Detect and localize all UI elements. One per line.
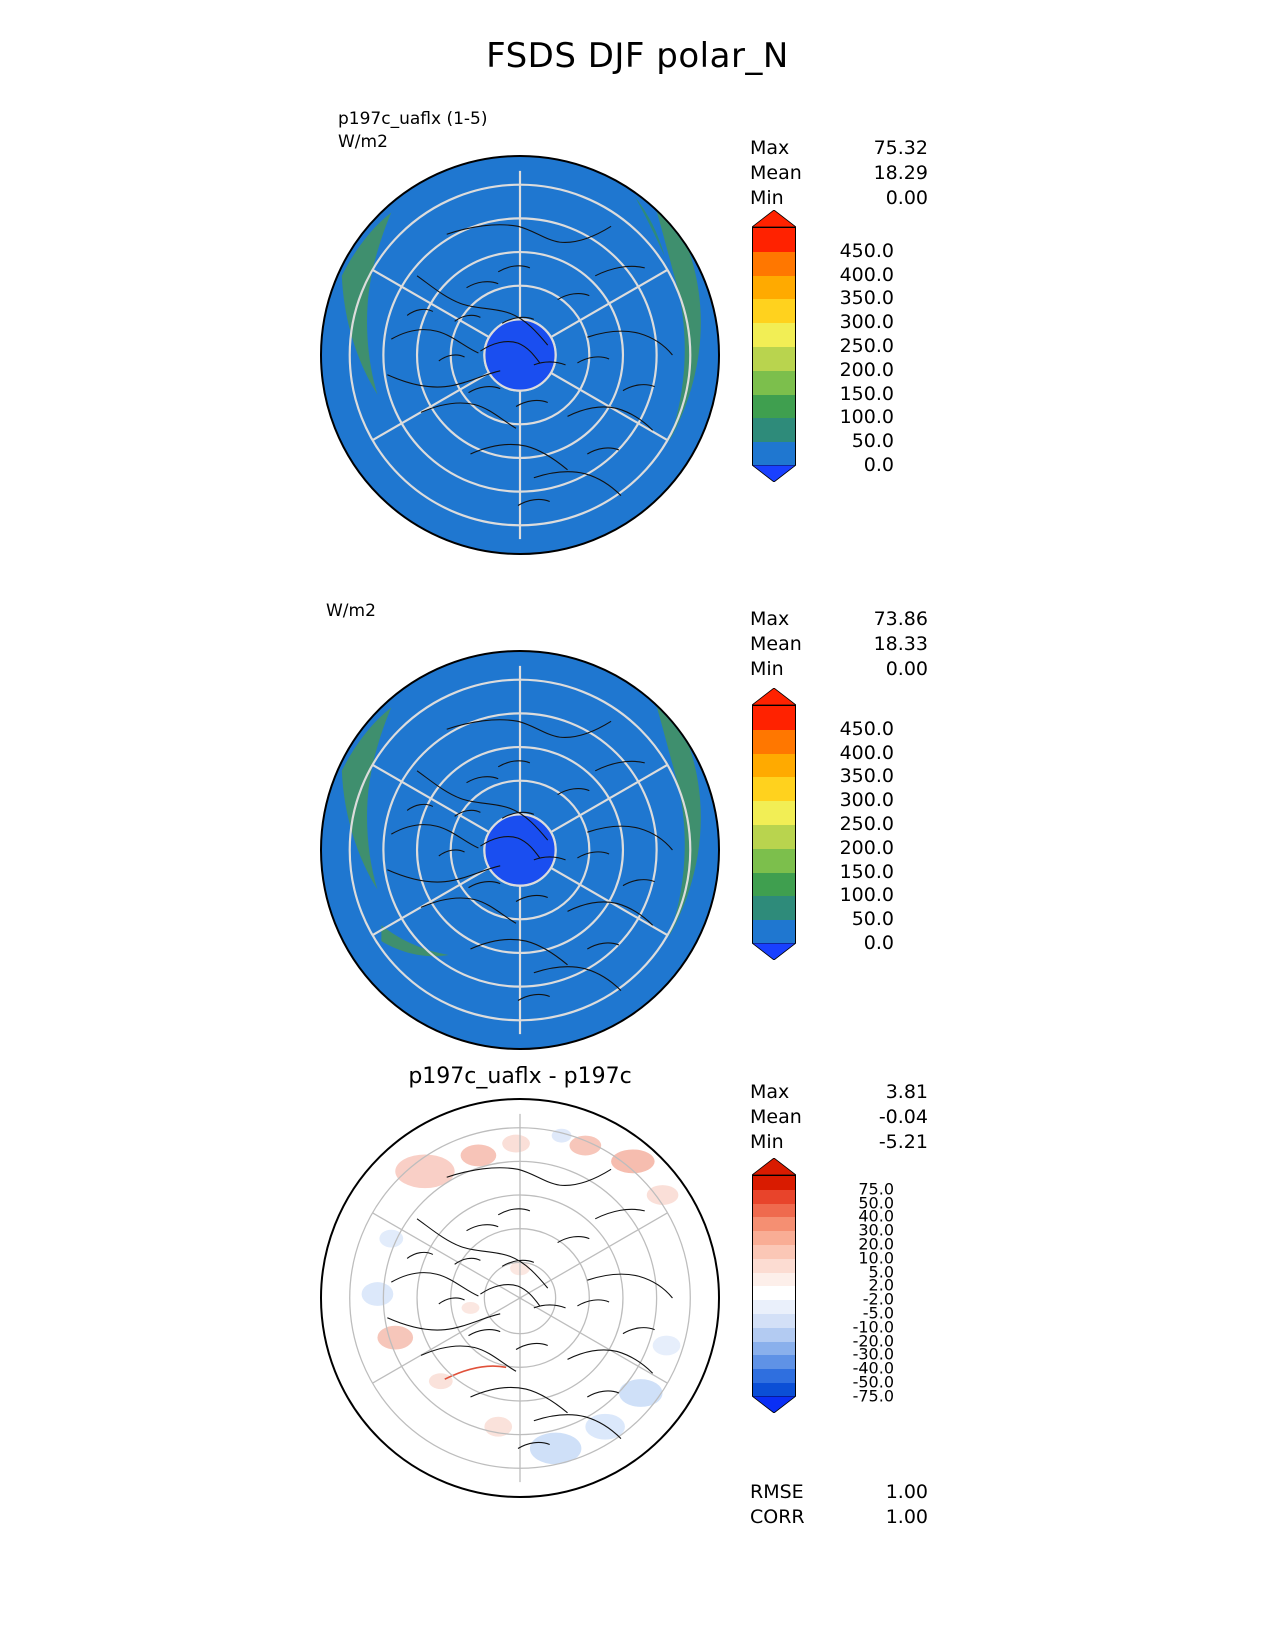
colorbar-tick: 40.0 bbox=[858, 1206, 894, 1226]
colorbar-tick: 350.0 bbox=[839, 287, 894, 310]
colorbar-tick: 250.0 bbox=[839, 813, 894, 835]
stat-row bbox=[750, 657, 928, 682]
stat-value: 0.00 bbox=[885, 187, 928, 209]
colorbar-tick: 100.0 bbox=[839, 884, 894, 907]
colorbar-tick: -30.0 bbox=[852, 1344, 894, 1364]
page-title: FSDS DJF polar_N bbox=[486, 36, 789, 76]
colorbar-gradient-middle bbox=[752, 705, 796, 943]
footer-stats-bottom bbox=[750, 1480, 928, 1530]
colorbar-tick: -50.0 bbox=[852, 1372, 894, 1392]
stat-key: Mean bbox=[750, 162, 802, 184]
globe-disc-middle bbox=[320, 650, 720, 1050]
stat-row bbox=[750, 161, 928, 186]
colorbar-gradient-top bbox=[752, 227, 796, 465]
colorbar-tick: 30.0 bbox=[858, 1220, 894, 1240]
colorbar-tick: 10.0 bbox=[858, 1248, 894, 1268]
colorbar-gradient-bottom bbox=[752, 1175, 796, 1396]
stat-key: RMSE bbox=[750, 1481, 804, 1503]
stat-row bbox=[750, 632, 928, 657]
stat-key: Mean bbox=[750, 1106, 802, 1128]
colorbar-tick: 50.0 bbox=[851, 908, 894, 931]
panel-top-label-line2: W/m2 bbox=[338, 132, 388, 152]
colorbar-tick: 2.0 bbox=[868, 1275, 894, 1295]
colorbar-extend-bottom-icon bbox=[752, 465, 796, 482]
colorbar-tick: 450.0 bbox=[839, 717, 894, 740]
colorbar-tick: -40.0 bbox=[852, 1358, 894, 1378]
colorbar-tick: 150.0 bbox=[839, 860, 894, 883]
stats-middle bbox=[750, 607, 928, 682]
colorbar-tick: 350.0 bbox=[839, 765, 894, 788]
colorbar-tick: 5.0 bbox=[868, 1262, 894, 1282]
colorbar-tick: 50.0 bbox=[851, 430, 894, 453]
stats-top bbox=[750, 136, 928, 211]
stat-value: -0.04 bbox=[878, 1106, 928, 1128]
stat-key: Min bbox=[750, 658, 784, 680]
colorbar-tick: 0.0 bbox=[863, 932, 894, 954]
colorbar-tick: 150.0 bbox=[839, 382, 894, 405]
panel-bottom-title: p197c_uaflx - p197c bbox=[408, 1064, 632, 1089]
colorbar-tick: 50.0 bbox=[858, 1193, 894, 1213]
stat-row bbox=[750, 136, 928, 161]
panel-top-label-line1: p197c_uaflx (1-5) bbox=[338, 109, 488, 129]
stat-key: CORR bbox=[750, 1506, 805, 1528]
stat-value: 0.00 bbox=[885, 658, 928, 680]
colorbar-extend-top-icon bbox=[752, 688, 796, 705]
globe-disc-bottom bbox=[320, 1098, 720, 1498]
colorbar-ticklabels-middle bbox=[804, 705, 924, 954]
coastlines-middle bbox=[322, 652, 718, 1048]
colorbar-tick: -10.0 bbox=[852, 1317, 894, 1337]
stat-row bbox=[750, 1105, 928, 1130]
stat-value: 18.33 bbox=[873, 633, 928, 655]
stat-key: Min bbox=[750, 187, 784, 209]
colorbar-tick: 300.0 bbox=[839, 311, 894, 334]
stat-row bbox=[750, 1505, 928, 1530]
stat-value: 18.29 bbox=[873, 162, 928, 184]
colorbar-tick: 20.0 bbox=[858, 1234, 894, 1254]
panel-top bbox=[0, 0, 1275, 560]
colorbar-tick: 300.0 bbox=[839, 789, 894, 812]
stat-key: Max bbox=[750, 608, 790, 630]
colorbar-tick: 400.0 bbox=[839, 263, 894, 286]
colorbar-tick: 100.0 bbox=[839, 406, 894, 429]
stat-key: Mean bbox=[750, 633, 802, 655]
stat-row bbox=[750, 186, 928, 211]
colorbar-extend-top-icon bbox=[752, 1158, 796, 1175]
stat-row bbox=[750, 1480, 928, 1505]
colorbar-ticklabels-top bbox=[804, 227, 924, 476]
stat-value: 73.86 bbox=[873, 608, 928, 630]
globe-disc-top bbox=[320, 155, 720, 555]
stat-row bbox=[750, 1130, 928, 1155]
colorbar-tick: -20.0 bbox=[852, 1331, 894, 1351]
colorbar-middle bbox=[752, 688, 952, 978]
colorbar-tick: 450.0 bbox=[839, 239, 894, 262]
stat-row bbox=[750, 607, 928, 632]
colorbar-tick: -5.0 bbox=[862, 1303, 894, 1323]
colorbar-top bbox=[752, 210, 952, 500]
coastlines-bottom bbox=[322, 1100, 718, 1496]
panel-middle bbox=[0, 560, 1275, 1080]
colorbar-ticklabels-bottom bbox=[804, 1175, 924, 1406]
polar-map-bottom bbox=[320, 1098, 720, 1498]
colorbar-tick: -2.0 bbox=[862, 1289, 894, 1309]
stat-key: Max bbox=[750, 137, 790, 159]
polar-map-top bbox=[320, 155, 720, 555]
colorbar-extend-top-icon bbox=[752, 210, 796, 227]
stat-key: Min bbox=[750, 1131, 784, 1153]
colorbar-tick: 200.0 bbox=[839, 358, 894, 381]
colorbar-bottom bbox=[752, 1158, 952, 1458]
stat-value: 1.00 bbox=[885, 1481, 928, 1503]
panel-middle-label-line1: W/m2 bbox=[326, 601, 376, 621]
coastlines-top bbox=[322, 157, 718, 553]
colorbar-tick: -75.0 bbox=[852, 1386, 894, 1406]
stats-bottom bbox=[750, 1080, 928, 1155]
stat-value: -5.21 bbox=[878, 1131, 928, 1153]
colorbar-extend-bottom-icon bbox=[752, 1396, 796, 1413]
stat-value: 75.32 bbox=[873, 137, 928, 159]
colorbar-tick: 75.0 bbox=[858, 1179, 894, 1199]
stat-key: Max bbox=[750, 1081, 790, 1103]
colorbar-extend-bottom-icon bbox=[752, 943, 796, 960]
polar-map-middle bbox=[320, 650, 720, 1050]
stat-row bbox=[750, 1080, 928, 1105]
colorbar-tick: 400.0 bbox=[839, 741, 894, 764]
colorbar-tick: 0.0 bbox=[863, 454, 894, 476]
panel-bottom bbox=[0, 1040, 1275, 1650]
stat-value: 1.00 bbox=[885, 1506, 928, 1528]
colorbar-tick: 200.0 bbox=[839, 836, 894, 859]
colorbar-tick: 250.0 bbox=[839, 335, 894, 357]
stat-value: 3.81 bbox=[885, 1081, 928, 1103]
